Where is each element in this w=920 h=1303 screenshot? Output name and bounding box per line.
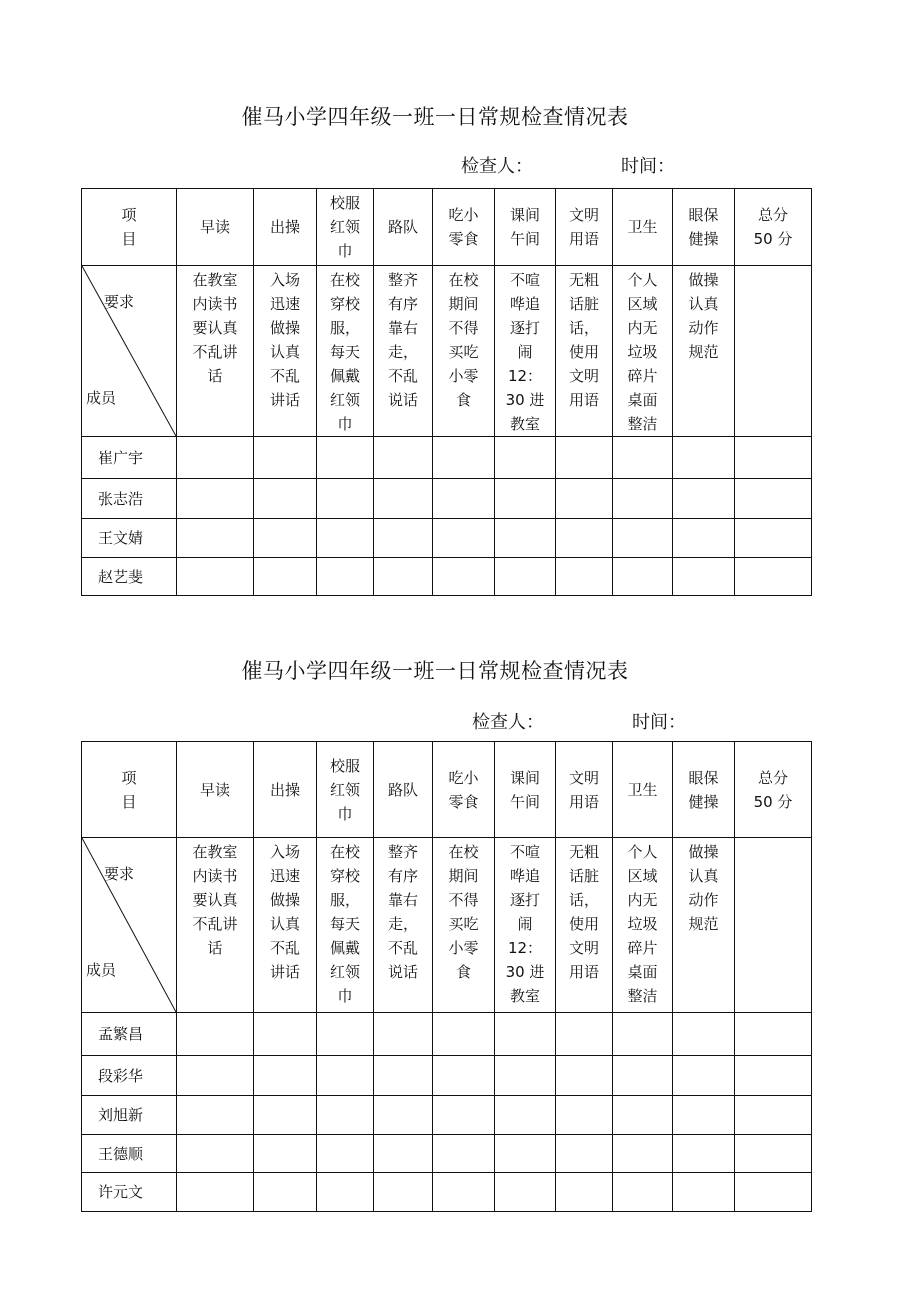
- score-cell[interactable]: [495, 558, 556, 596]
- score-cell[interactable]: [254, 1056, 317, 1096]
- score-cell[interactable]: [673, 519, 735, 558]
- score-cell[interactable]: [374, 479, 433, 519]
- requirement-cell: 入场 迅速 做操 认真 不乱 讲话: [254, 838, 317, 1013]
- header-cell: 眼保 健操: [673, 742, 735, 838]
- score-cell[interactable]: [556, 1135, 613, 1173]
- requirement-cell: 无粗 话脏 话， 使用 文明 用语: [556, 266, 613, 437]
- score-cell[interactable]: [374, 1096, 433, 1135]
- corner-top-label: 要求: [104, 293, 135, 311]
- score-cell[interactable]: [317, 1056, 374, 1096]
- score-cell[interactable]: [556, 558, 613, 596]
- member-row: [82, 1135, 812, 1173]
- header-cell: 路队: [374, 742, 433, 838]
- header-cell: 卫生: [613, 189, 673, 266]
- score-cell[interactable]: [673, 1135, 735, 1173]
- header-cell: 卫生: [613, 742, 673, 838]
- table1-time-label: 时间：: [621, 156, 675, 177]
- score-cell[interactable]: [735, 519, 812, 558]
- member-row: [82, 437, 812, 479]
- requirement-cell: [735, 838, 812, 1013]
- member-name: 王德顺: [82, 1135, 177, 1173]
- corner-top-label: 要求: [104, 865, 135, 883]
- score-cell[interactable]: [177, 1013, 254, 1056]
- requirement-cell: 在校 期间 不得 买吃 小零 食: [433, 266, 495, 437]
- score-cell[interactable]: [556, 1096, 613, 1135]
- header-cell: 出操: [254, 189, 317, 266]
- table2-inspection-table: [81, 741, 812, 1212]
- score-cell[interactable]: [374, 1135, 433, 1173]
- header-cell: 吃小 零食: [433, 189, 495, 266]
- score-cell[interactable]: [673, 1173, 735, 1212]
- score-cell[interactable]: [374, 1056, 433, 1096]
- score-cell[interactable]: [254, 519, 317, 558]
- score-cell[interactable]: [374, 519, 433, 558]
- requirement-cell: 在教室 内读书 要认真 不乱讲 话: [177, 266, 254, 437]
- score-cell[interactable]: [317, 558, 374, 596]
- member-name: 许元文: [82, 1173, 177, 1212]
- corner-diagonal-cell: [82, 838, 177, 1013]
- score-cell[interactable]: [317, 1135, 374, 1173]
- requirement-cell: [735, 266, 812, 437]
- score-cell[interactable]: [735, 1096, 812, 1135]
- score-cell[interactable]: [495, 1056, 556, 1096]
- corner-diagonal-cell: [82, 266, 177, 437]
- table1-inspection-table: [81, 188, 812, 596]
- score-cell[interactable]: [735, 1013, 812, 1056]
- table2-title: 催马小学四年级一班一日常规检查情况表: [241, 659, 629, 683]
- score-cell[interactable]: [254, 1013, 317, 1056]
- table1-title: 催马小学四年级一班一日常规检查情况表: [241, 105, 629, 129]
- member-row: [82, 558, 812, 596]
- score-cell[interactable]: [556, 1013, 613, 1056]
- score-cell[interactable]: [495, 1173, 556, 1212]
- score-cell[interactable]: [556, 1056, 613, 1096]
- member-name: 刘旭新: [82, 1096, 177, 1135]
- score-cell[interactable]: [673, 479, 735, 519]
- score-cell[interactable]: [177, 437, 254, 479]
- header-cell: 总分 50 分: [735, 189, 812, 266]
- member-row: [82, 479, 812, 519]
- requirement-cell: 不喧 哗追 逐打 闹 12： 30 进 教室: [495, 266, 556, 437]
- header-cell: 校服 红领 巾: [317, 189, 374, 266]
- score-cell[interactable]: [177, 1096, 254, 1135]
- score-cell[interactable]: [254, 1135, 317, 1173]
- header-cell: 早读: [177, 189, 254, 266]
- score-cell[interactable]: [374, 558, 433, 596]
- header-cell: 文明 用语: [556, 189, 613, 266]
- score-cell[interactable]: [735, 1173, 812, 1212]
- score-cell[interactable]: [433, 519, 495, 558]
- header-cell: 早读: [177, 742, 254, 838]
- requirement-cell: 个人 区域 内无 垃圾 碎片 桌面 整洁: [613, 838, 673, 1013]
- score-cell[interactable]: [177, 1173, 254, 1212]
- header-cell: 项 目: [82, 189, 177, 266]
- score-cell[interactable]: [254, 1173, 317, 1212]
- score-cell[interactable]: [613, 1135, 673, 1173]
- member-name: 段彩华: [82, 1056, 177, 1096]
- score-cell[interactable]: [613, 558, 673, 596]
- score-cell[interactable]: [433, 1135, 495, 1173]
- score-cell[interactable]: [613, 479, 673, 519]
- requirement-cell: 在校 穿校 服， 每天 佩戴 红领 巾: [317, 838, 374, 1013]
- score-cell[interactable]: [735, 558, 812, 596]
- score-cell[interactable]: [735, 437, 812, 479]
- member-name: 张志浩: [82, 479, 177, 519]
- requirement-cell: 在教室 内读书 要认真 不乱讲 话: [177, 838, 254, 1013]
- member-name: 崔广宇: [82, 437, 177, 479]
- header-cell: 项 目: [82, 742, 177, 838]
- score-cell[interactable]: [433, 558, 495, 596]
- header-cell: 文明 用语: [556, 742, 613, 838]
- member-name: 王文婧: [82, 519, 177, 558]
- corner-bottom-label: 成员: [86, 961, 117, 979]
- score-cell[interactable]: [556, 437, 613, 479]
- score-cell[interactable]: [317, 1173, 374, 1212]
- score-cell[interactable]: [495, 1013, 556, 1056]
- requirement-cell: 入场 迅速 做操 认真 不乱 讲话: [254, 266, 317, 437]
- score-cell[interactable]: [433, 1056, 495, 1096]
- score-cell[interactable]: [374, 1173, 433, 1212]
- header-cell: 校服 红领 巾: [317, 742, 374, 838]
- score-cell[interactable]: [317, 519, 374, 558]
- header-row: [82, 742, 812, 838]
- score-cell[interactable]: [317, 1096, 374, 1135]
- score-cell[interactable]: [673, 1013, 735, 1056]
- member-row: [82, 519, 812, 558]
- score-cell[interactable]: [433, 479, 495, 519]
- score-cell[interactable]: [254, 437, 317, 479]
- score-cell[interactable]: [374, 1013, 433, 1056]
- score-cell[interactable]: [317, 479, 374, 519]
- header-cell: 路队: [374, 189, 433, 266]
- score-cell[interactable]: [735, 1056, 812, 1096]
- score-cell[interactable]: [177, 1135, 254, 1173]
- score-cell[interactable]: [433, 437, 495, 479]
- requirement-cell: 个人 区域 内无 垃圾 碎片 桌面 整洁: [613, 266, 673, 437]
- requirement-cell: 在校 期间 不得 买吃 小零 食: [433, 838, 495, 1013]
- requirement-row: [82, 838, 812, 1013]
- header-cell: 课间 午间: [495, 189, 556, 266]
- member-row: [82, 1096, 812, 1135]
- requirement-row: [82, 266, 812, 437]
- member-name: 孟繁昌: [82, 1013, 177, 1056]
- score-cell[interactable]: [556, 519, 613, 558]
- score-cell[interactable]: [556, 1173, 613, 1212]
- score-cell[interactable]: [613, 437, 673, 479]
- requirement-cell: 做操 认真 动作 规范: [673, 266, 735, 437]
- header-cell: 眼保 健操: [673, 189, 735, 266]
- member-row: [82, 1056, 812, 1096]
- score-cell[interactable]: [254, 479, 317, 519]
- header-cell: 出操: [254, 742, 317, 838]
- score-cell[interactable]: [177, 519, 254, 558]
- requirement-cell: 整齐 有序 靠右 走， 不乱 说话: [374, 266, 433, 437]
- header-cell: 课间 午间: [495, 742, 556, 838]
- member-row: [82, 1013, 812, 1056]
- score-cell[interactable]: [433, 1096, 495, 1135]
- score-cell[interactable]: [495, 1096, 556, 1135]
- score-cell[interactable]: [673, 1096, 735, 1135]
- corner-bottom-label: 成员: [86, 389, 117, 407]
- score-cell[interactable]: [317, 437, 374, 479]
- score-cell[interactable]: [613, 1173, 673, 1212]
- score-cell[interactable]: [495, 437, 556, 479]
- requirement-cell: 整齐 有序 靠右 走， 不乱 说话: [374, 838, 433, 1013]
- member-row: [82, 1173, 812, 1212]
- header-cell: 吃小 零食: [433, 742, 495, 838]
- score-cell[interactable]: [177, 558, 254, 596]
- score-cell[interactable]: [613, 1096, 673, 1135]
- requirement-cell: 在校 穿校 服， 每天 佩戴 红领 巾: [317, 266, 374, 437]
- member-name: 赵艺斐: [82, 558, 177, 596]
- requirement-cell: 不喧 哗追 逐打 闹 12： 30 进 教室: [495, 838, 556, 1013]
- score-cell[interactable]: [374, 437, 433, 479]
- score-cell[interactable]: [433, 1173, 495, 1212]
- score-cell[interactable]: [673, 1056, 735, 1096]
- score-cell[interactable]: [317, 1013, 374, 1056]
- score-cell[interactable]: [177, 479, 254, 519]
- score-cell[interactable]: [735, 1135, 812, 1173]
- requirement-cell: 无粗 话脏 话， 使用 文明 用语: [556, 838, 613, 1013]
- score-cell[interactable]: [433, 1013, 495, 1056]
- score-cell[interactable]: [673, 558, 735, 596]
- score-cell[interactable]: [254, 558, 317, 596]
- score-cell[interactable]: [735, 479, 812, 519]
- score-cell[interactable]: [613, 1056, 673, 1096]
- score-cell[interactable]: [673, 437, 735, 479]
- score-cell[interactable]: [495, 1135, 556, 1173]
- score-cell[interactable]: [254, 1096, 317, 1135]
- table1-inspector-label: 检查人：: [461, 156, 533, 177]
- score-cell[interactable]: [177, 1056, 254, 1096]
- header-cell: 总分 50 分: [735, 742, 812, 838]
- table2-inspector-label: 检查人：: [472, 712, 544, 733]
- header-row: [82, 189, 812, 266]
- score-cell[interactable]: [556, 479, 613, 519]
- score-cell[interactable]: [613, 519, 673, 558]
- score-cell[interactable]: [495, 519, 556, 558]
- score-cell[interactable]: [495, 479, 556, 519]
- requirement-cell: 做操 认真 动作 规范: [673, 838, 735, 1013]
- table2-time-label: 时间：: [632, 712, 686, 733]
- score-cell[interactable]: [613, 1013, 673, 1056]
